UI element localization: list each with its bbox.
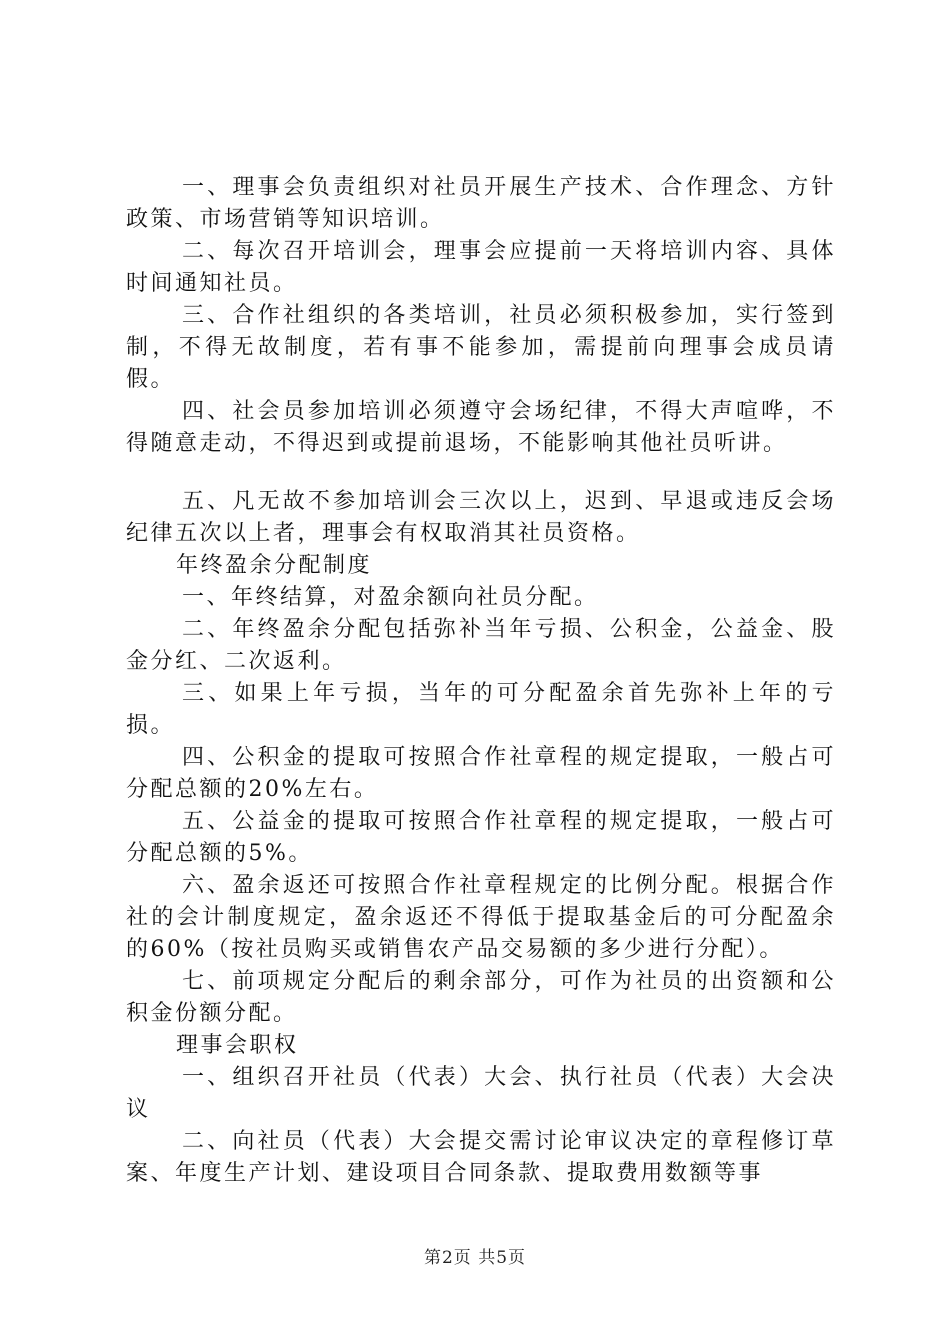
paragraph-surplus-1: 一、年终结算，对盈余额向社员分配。 — [182, 585, 599, 610]
paragraph-surplus-7: 七、前项规定分配后的剩余部分，可作为社员的出资额和公积金份额分配。 — [126, 969, 836, 1026]
paragraph-surplus-3: 三、如果上年亏损，当年的可分配盈余首先弥补上年的亏损。 — [126, 681, 836, 738]
paragraph-surplus-2: 二、年终盈余分配包括弥补当年亏损、公积金，公益金、股金分红、二次返利。 — [126, 617, 836, 674]
paragraph-training-1: 一、理事会负责组织对社员开展生产技术、合作理念、方针政策、市场营销等知识培训。 — [126, 175, 836, 232]
section-heading-board: 理事会职权 — [176, 1033, 299, 1058]
paragraph-surplus-5: 五、公益金的提取可按照合作社章程的规定提取，一般占可分配总额的5%。 — [126, 809, 836, 866]
paragraph-training-5: 五、凡无故不参加培训会三次以上，迟到、早退或违反会场纪律五次以上者，理事会有权取消其社员资格。 — [126, 489, 836, 546]
page-footer: 第2页 共5页 — [423, 1248, 527, 1268]
section-heading-surplus: 年终盈余分配制度 — [176, 553, 373, 578]
paragraph-board-1: 一、组织召开社员（代表）大会、执行社员（代表）大会决议 — [126, 1065, 836, 1122]
paragraph-training-3: 三、合作社组织的各类培训，社员必须积极参加，实行签到制，不得无故制度，若有事不能参加，需提前向理事会成员请假。 — [126, 303, 836, 392]
paragraph-board-2: 二、向社员（代表）大会提交需讨论审议决定的章程修订草案、年度生产计划、建设项目合同条款、提取费用数额等事 — [126, 1129, 836, 1186]
paragraph-training-4: 四、社会员参加培训必须遵守会场纪律，不得大声喧哗，不得随意走动，不得迟到或提前退场，不能影响其他社员听讲。 — [126, 399, 836, 456]
document-body — [126, 172, 836, 1190]
paragraph-training-2: 二、每次召开培训会，理事会应提前一天将培训内容、具体时间通知社员。 — [126, 239, 836, 296]
paragraph-surplus-6: 六、盈余返还可按照合作社章程规定的比例分配。根据合作社的会计制度规定，盈余返还不得低于提取基金后的可分配盈余的60%（按社员购买或销售农产品交易额的多少进行分配）。 — [126, 873, 836, 962]
paragraph-surplus-4: 四、公积金的提取可按照合作社章程的规定提取，一般占可分配总额的20%左右。 — [126, 745, 836, 802]
paragraph-gap — [126, 460, 836, 486]
